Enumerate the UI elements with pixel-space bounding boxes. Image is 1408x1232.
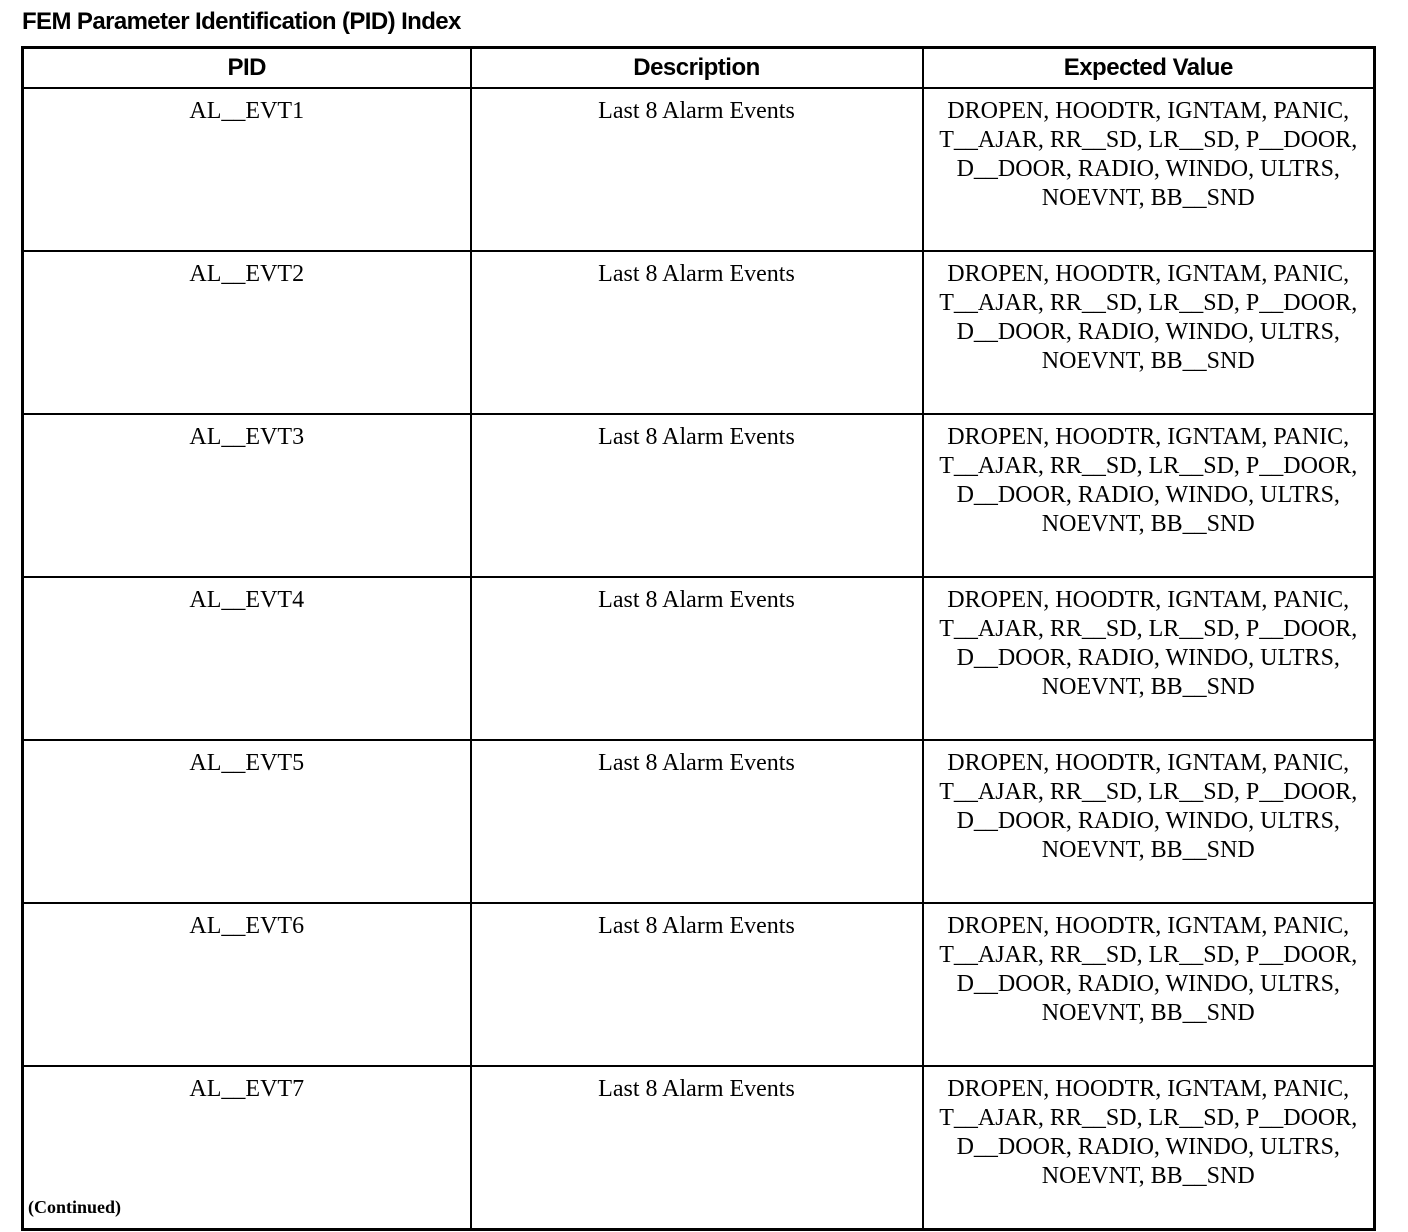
description-cell: Last 8 Alarm Events: [471, 251, 923, 414]
pid-index-table: [21, 46, 1376, 1231]
table-row: [23, 414, 1375, 577]
expected-value-cell: [923, 577, 1375, 740]
column-header-description: Description: [471, 48, 923, 89]
expected-value-cell: [923, 740, 1375, 903]
table-row: [23, 251, 1375, 414]
table-header-row: [23, 48, 1375, 89]
expected-value-cell: [923, 414, 1375, 577]
pid-cell: AL__EVT7: [23, 1066, 471, 1230]
pid-cell: AL__EVT1: [23, 88, 471, 251]
pid-cell: AL__EVT2: [23, 251, 471, 414]
table-row: [23, 740, 1375, 903]
pid-cell: AL__EVT3: [23, 414, 471, 577]
expected-value-text: DROPEN, HOODTR, IGNTAM, PANIC, T__AJAR, RR__SD, LR__SD, P__DOOR, D__DOOR, RADIO, WINDO, ULTRS, NOEVNT, BB__SND: [939, 261, 1358, 374]
table-row: [23, 1066, 1375, 1230]
expected-value-cell: [923, 88, 1375, 251]
expected-value-cell: [923, 1066, 1375, 1230]
table-row: [23, 88, 1375, 251]
pid-cell: AL__EVT4: [23, 577, 471, 740]
page-title: FEM Parameter Identification (PID) Index: [22, 8, 461, 35]
expected-value-text: DROPEN, HOODTR, IGNTAM, PANIC, T__AJAR, RR__SD, LR__SD, P__DOOR, D__DOOR, RADIO, WINDO, ULTRS, NOEVNT, BB__SND: [939, 587, 1358, 700]
pid-cell: AL__EVT6: [23, 903, 471, 1066]
expected-value-text: DROPEN, HOODTR, IGNTAM, PANIC, T__AJAR, RR__SD, LR__SD, P__DOOR, D__DOOR, RADIO, WINDO, ULTRS, NOEVNT, BB__SND: [939, 424, 1358, 537]
continued-note: (Continued): [28, 1197, 122, 1217]
table-row: [23, 903, 1375, 1066]
expected-value-cell: [923, 251, 1375, 414]
column-header-expected-value: Expected Value: [923, 48, 1375, 89]
expected-value-cell: [923, 903, 1375, 1066]
expected-value-text: DROPEN, HOODTR, IGNTAM, PANIC, T__AJAR, RR__SD, LR__SD, P__DOOR, D__DOOR, RADIO, WINDO, ULTRS, NOEVNT, BB__SND: [939, 750, 1358, 863]
expected-value-text: DROPEN, HOODTR, IGNTAM, PANIC, T__AJAR, RR__SD, LR__SD, P__DOOR, D__DOOR, RADIO, WINDO, ULTRS, NOEVNT, BB__SND: [939, 1076, 1358, 1189]
description-cell: Last 8 Alarm Events: [471, 88, 923, 251]
description-cell: Last 8 Alarm Events: [471, 740, 923, 903]
description-cell: Last 8 Alarm Events: [471, 903, 923, 1066]
pid-cell: AL__EVT5: [23, 740, 471, 903]
description-cell: Last 8 Alarm Events: [471, 414, 923, 577]
expected-value-text: DROPEN, HOODTR, IGNTAM, PANIC, T__AJAR, RR__SD, LR__SD, P__DOOR, D__DOOR, RADIO, WINDO, ULTRS, NOEVNT, BB__SND: [939, 98, 1358, 211]
description-cell: Last 8 Alarm Events: [471, 577, 923, 740]
expected-value-text: DROPEN, HOODTR, IGNTAM, PANIC, T__AJAR, RR__SD, LR__SD, P__DOOR, D__DOOR, RADIO, WINDO, ULTRS, NOEVNT, BB__SND: [939, 913, 1358, 1026]
column-header-pid: PID: [23, 48, 471, 89]
table-row: [23, 577, 1375, 740]
description-cell: Last 8 Alarm Events: [471, 1066, 923, 1230]
